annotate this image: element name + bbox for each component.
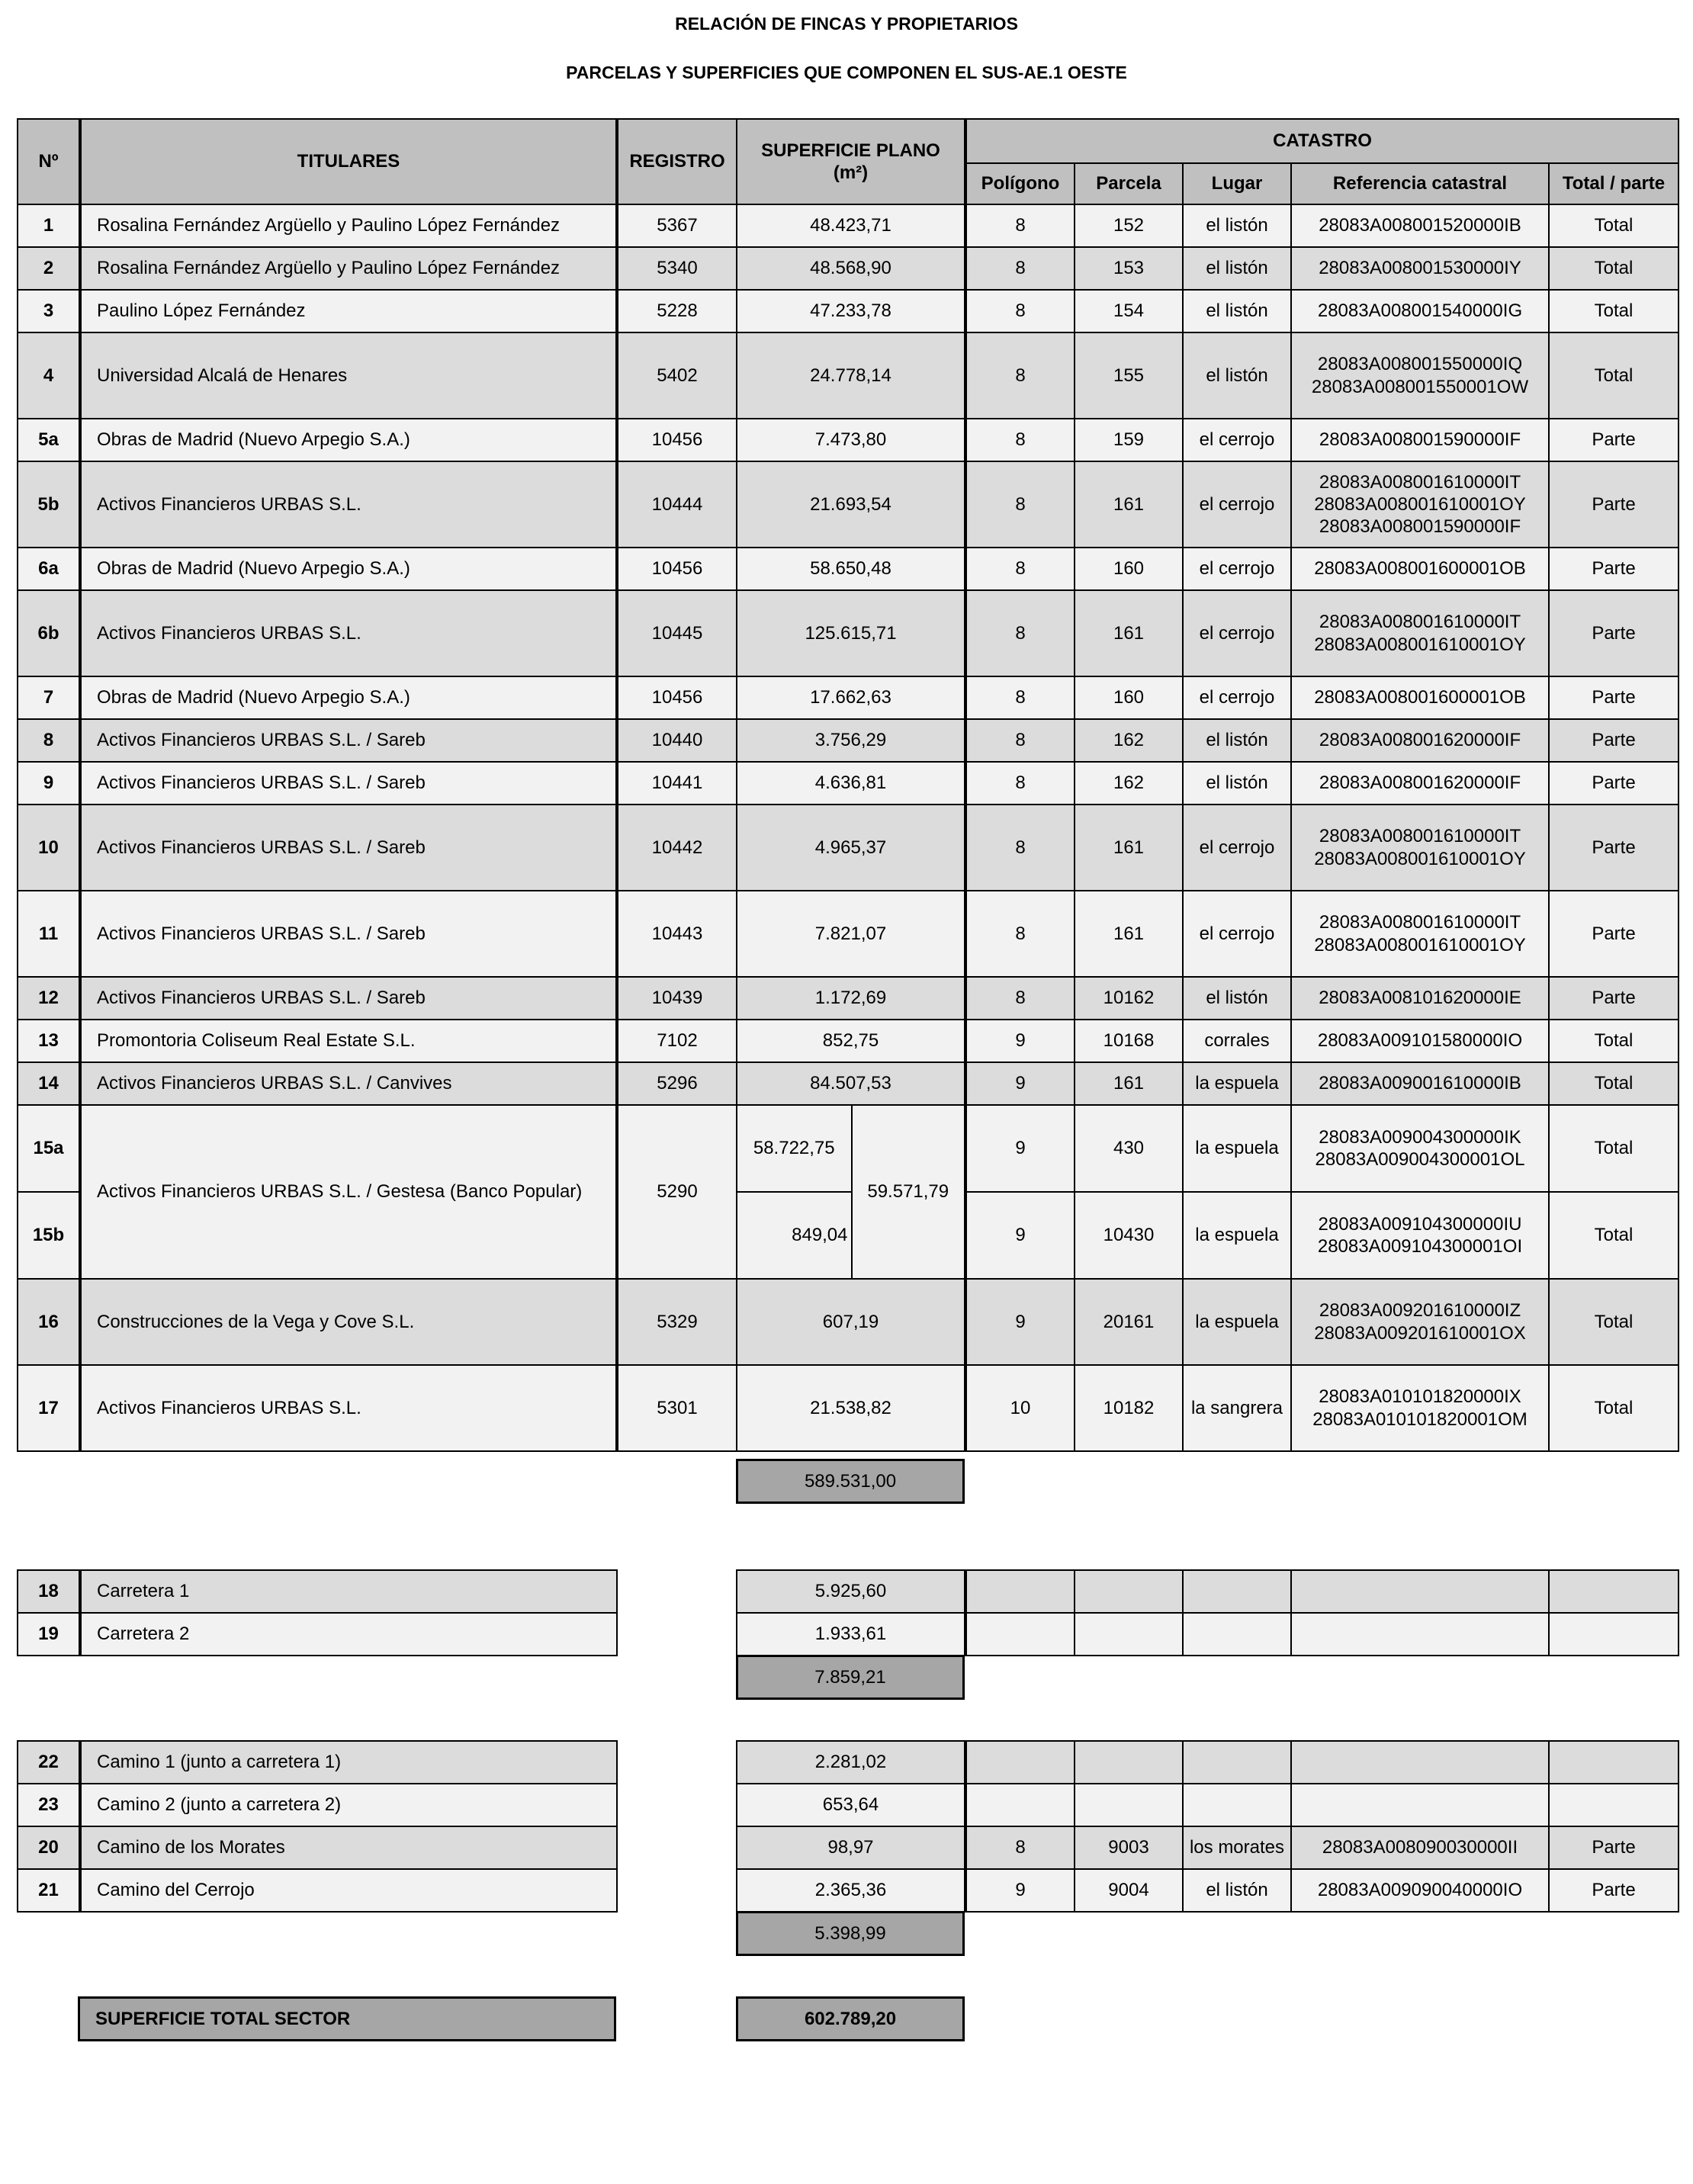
row-lugar: el cerrojo xyxy=(1183,676,1291,719)
row-superficie: 607,19 xyxy=(737,1279,965,1365)
list-item xyxy=(18,1570,617,1613)
row-total-parte: Total xyxy=(1549,1020,1679,1062)
subtotal-value: 589.531,00 xyxy=(737,1460,964,1503)
row-total-parte: Parte xyxy=(1549,419,1679,461)
row-referencia: 28083A009104300000IU 28083A009104300001OI xyxy=(1291,1192,1549,1279)
row-titular: Activos Financieros URBAS S.L. / Sareb xyxy=(80,762,617,805)
caminos-names xyxy=(17,1740,618,1913)
row-lugar: el cerrojo xyxy=(1183,548,1291,590)
list-item xyxy=(737,1784,1679,1826)
row-titular: Camino 2 (junto a carretera 2) xyxy=(80,1784,617,1826)
row-registro: 10440 xyxy=(617,719,737,762)
row-registro: 5228 xyxy=(617,290,737,332)
total-value-box xyxy=(736,1996,965,2041)
table-row xyxy=(18,548,1679,590)
table-row xyxy=(18,1020,1679,1062)
row-number: 4 xyxy=(18,332,80,419)
row-par: 9003 xyxy=(1075,1826,1183,1869)
row-pol xyxy=(965,1613,1075,1656)
row-poligono: 8 xyxy=(965,290,1075,332)
row-number: 12 xyxy=(18,977,80,1020)
row-poligono: 8 xyxy=(965,332,1075,419)
table-row xyxy=(18,805,1679,891)
row-lugar: corrales xyxy=(1183,1020,1291,1062)
row-pol xyxy=(965,1741,1075,1784)
row-referencia: 28083A008001610000IT 28083A008001610001OY xyxy=(1291,891,1549,977)
header-registro: REGISTRO xyxy=(617,119,737,204)
header-catastro: CATASTRO xyxy=(965,119,1679,163)
list-item xyxy=(18,1869,617,1912)
row-tp xyxy=(1549,1741,1679,1784)
row-tp: Parte xyxy=(1549,1826,1679,1869)
row-registro: 10443 xyxy=(617,891,737,977)
row-total-parte: Total xyxy=(1549,290,1679,332)
row-registro: 5402 xyxy=(617,332,737,419)
table-row xyxy=(18,1062,1679,1105)
row-titular: Camino 1 (junto a carretera 1) xyxy=(80,1741,617,1784)
row-superficie: 7.473,80 xyxy=(737,419,965,461)
row-number: 21 xyxy=(18,1869,80,1912)
row-lugar: el listón xyxy=(1183,204,1291,247)
list-item xyxy=(737,1741,1679,1784)
table-row xyxy=(18,247,1679,290)
row-poligono: 8 xyxy=(965,548,1075,590)
row-titular: Paulino López Fernández xyxy=(80,290,617,332)
subtotal-carreteras xyxy=(736,1655,965,1700)
row-number: 9 xyxy=(18,762,80,805)
row-referencia: 28083A008001620000IF xyxy=(1291,719,1549,762)
row-lugar: la espuela xyxy=(1183,1105,1291,1192)
row-titular: Activos Financieros URBAS S.L. / Sareb xyxy=(80,719,617,762)
row-lugar: la espuela xyxy=(1183,1192,1291,1279)
row-lugar: el cerrojo xyxy=(1183,461,1291,548)
row-superficie: 125.615,71 xyxy=(737,590,965,676)
superficie-15-total: 59.571,79 xyxy=(852,1106,965,1278)
row-registro: 10456 xyxy=(617,676,737,719)
row-parcela: 155 xyxy=(1075,332,1183,419)
row-poligono: 8 xyxy=(965,891,1075,977)
list-item xyxy=(737,1613,1679,1656)
row-titular: Construcciones de la Vega y Cove S.L. xyxy=(80,1279,617,1365)
table-row xyxy=(18,762,1679,805)
row-number: 19 xyxy=(18,1613,80,1656)
row-poligono: 8 xyxy=(965,977,1075,1020)
row-total-parte: Parte xyxy=(1549,977,1679,1020)
row-superficie: 1.172,69 xyxy=(737,977,965,1020)
row-total-parte: Parte xyxy=(1549,891,1679,977)
row-titular: Activos Financieros URBAS S.L. / Gestesa (Banco Popular) xyxy=(80,1105,617,1279)
row-number: 20 xyxy=(18,1826,80,1869)
list-item xyxy=(18,1741,617,1784)
row-titular: Camino del Cerrojo xyxy=(80,1869,617,1912)
row-superficie: 5.925,60 xyxy=(737,1570,965,1613)
row-number: 11 xyxy=(18,891,80,977)
row-lugar: el listón xyxy=(1183,247,1291,290)
row-par xyxy=(1075,1784,1183,1826)
page-title: RELACIÓN DE FINCAS Y PROPIETARIOS xyxy=(675,14,1018,34)
row-superficie: 653,64 xyxy=(737,1784,965,1826)
page-subtitle: PARCELAS Y SUPERFICIES QUE COMPONEN EL SUS-AE.1 OESTE xyxy=(566,63,1127,82)
row-referencia: 28083A008001540000IG xyxy=(1291,290,1549,332)
total-label: SUPERFICIE TOTAL SECTOR xyxy=(79,1998,615,2041)
row-pol: 8 xyxy=(965,1826,1075,1869)
row-pol: 9 xyxy=(965,1869,1075,1912)
subtotal-value: 5.398,99 xyxy=(737,1913,964,1955)
row-total-parte: Parte xyxy=(1549,762,1679,805)
row-parcela: 153 xyxy=(1075,247,1183,290)
row-parcela: 161 xyxy=(1075,461,1183,548)
row-titular: Carretera 2 xyxy=(80,1613,617,1656)
row-referencia: 28083A008001610000IT 28083A008001610001OY 28083A008001590000IF xyxy=(1291,461,1549,548)
row-referencia: 28083A010101820000IX 28083A010101820001OM xyxy=(1291,1365,1549,1451)
row-superficie: 2.281,02 xyxy=(737,1741,965,1784)
row-ref xyxy=(1291,1741,1549,1784)
table-row xyxy=(18,332,1679,419)
row-superficie: 2.365,36 xyxy=(737,1869,965,1912)
row-par xyxy=(1075,1570,1183,1613)
row-lugar: la espuela xyxy=(1183,1279,1291,1365)
row-lugar: la espuela xyxy=(1183,1062,1291,1105)
row-lugar: el cerrojo xyxy=(1183,805,1291,891)
row-titular: Activos Financieros URBAS S.L. / Canvives xyxy=(80,1062,617,1105)
row-number: 13 xyxy=(18,1020,80,1062)
row-parcela: 161 xyxy=(1075,590,1183,676)
row-lug: los morates xyxy=(1183,1826,1291,1869)
row-total-parte: Parte xyxy=(1549,548,1679,590)
row-titular: Promontoria Coliseum Real Estate S.L. xyxy=(80,1020,617,1062)
row-referencia: 28083A008001610000IT 28083A008001610001OY xyxy=(1291,590,1549,676)
row-titular: Rosalina Fernández Argüello y Paulino López Fernández xyxy=(80,204,617,247)
row-titular: Carretera 1 xyxy=(80,1570,617,1613)
row-titular: Activos Financieros URBAS S.L. xyxy=(80,590,617,676)
row-ref xyxy=(1291,1570,1549,1613)
row-referencia: 28083A008001610000IT 28083A008001610001OY xyxy=(1291,805,1549,891)
row-superficie: 48.423,71 xyxy=(737,204,965,247)
row-parcela: 162 xyxy=(1075,762,1183,805)
row-registro: 10442 xyxy=(617,805,737,891)
row-parcela: 160 xyxy=(1075,676,1183,719)
row-total-parte: Parte xyxy=(1549,676,1679,719)
row-poligono: 8 xyxy=(965,461,1075,548)
row-total-parte: Total xyxy=(1549,1192,1679,1279)
row-tp: Parte xyxy=(1549,1869,1679,1912)
row-tp xyxy=(1549,1613,1679,1656)
list-item xyxy=(737,1869,1679,1912)
row-poligono: 8 xyxy=(965,762,1075,805)
row-parcela: 10168 xyxy=(1075,1020,1183,1062)
row-tp xyxy=(1549,1570,1679,1613)
row-titular: Universidad Alcalá de Henares xyxy=(80,332,617,419)
row-lugar: el listón xyxy=(1183,977,1291,1020)
row-parcela: 160 xyxy=(1075,548,1183,590)
row-referencia: 28083A009004300000IK 28083A009004300001OL xyxy=(1291,1105,1549,1192)
subtotal-value: 7.859,21 xyxy=(737,1656,964,1699)
row-superficie: 3.756,29 xyxy=(737,719,965,762)
row-referencia: 28083A009001610000IB xyxy=(1291,1062,1549,1105)
row-total-parte: Total xyxy=(1549,332,1679,419)
row-lug: el listón xyxy=(1183,1869,1291,1912)
row-number: 18 xyxy=(18,1570,80,1613)
table-row xyxy=(18,1365,1679,1451)
row-total-parte: Parte xyxy=(1549,805,1679,891)
row-superficie: 21.538,82 xyxy=(737,1365,965,1451)
list-item xyxy=(737,1826,1679,1869)
row-referencia: 28083A008001520000IB xyxy=(1291,204,1549,247)
superficie-15a: 58.722,75 xyxy=(737,1106,852,1192)
row-number: 17 xyxy=(18,1365,80,1451)
row-superficie: 24.778,14 xyxy=(737,332,965,419)
row-referencia: 28083A008001530000IY xyxy=(1291,247,1549,290)
header-referencia: Referencia catastral xyxy=(1291,163,1549,204)
row-superficie: 1.933,61 xyxy=(737,1613,965,1656)
row-registro: 10439 xyxy=(617,977,737,1020)
row-titular: Obras de Madrid (Nuevo Arpegio S.A.) xyxy=(80,676,617,719)
row-registro: 10441 xyxy=(617,762,737,805)
row-referencia: 28083A008001600001OB xyxy=(1291,548,1549,590)
row-number: 10 xyxy=(18,805,80,891)
row-parcela: 20161 xyxy=(1075,1279,1183,1365)
subtotal-caminos xyxy=(736,1911,965,1956)
row-parcela: 161 xyxy=(1075,891,1183,977)
row-titular: Activos Financieros URBAS S.L. xyxy=(80,1365,617,1451)
row-poligono: 8 xyxy=(965,204,1075,247)
row-lug xyxy=(1183,1741,1291,1784)
row-registro: 10445 xyxy=(617,590,737,676)
row-superficie-split xyxy=(737,1105,965,1279)
row-number: 8 xyxy=(18,719,80,762)
row-number: 15b xyxy=(18,1192,80,1279)
row-parcela: 10162 xyxy=(1075,977,1183,1020)
row-referencia: 28083A009201610000IZ 28083A009201610001OX xyxy=(1291,1279,1549,1365)
row-superficie: 98,97 xyxy=(737,1826,965,1869)
row-registro: 5301 xyxy=(617,1365,737,1451)
row-tp xyxy=(1549,1784,1679,1826)
row-referencia: 28083A008101620000IE xyxy=(1291,977,1549,1020)
subtotal-fincas xyxy=(736,1459,965,1504)
row-ref xyxy=(1291,1613,1549,1656)
row-par: 9004 xyxy=(1075,1869,1183,1912)
row-lugar: el listón xyxy=(1183,762,1291,805)
row-par xyxy=(1075,1741,1183,1784)
row-parcela: 161 xyxy=(1075,805,1183,891)
list-item xyxy=(18,1613,617,1656)
row-lugar: el listón xyxy=(1183,719,1291,762)
table-row xyxy=(18,290,1679,332)
row-referencia: 28083A008001600001OB xyxy=(1291,676,1549,719)
row-titular: Activos Financieros URBAS S.L. / Sareb xyxy=(80,891,617,977)
table-row xyxy=(18,1279,1679,1365)
total-label-box xyxy=(78,1996,616,2041)
row-superficie: 7.821,07 xyxy=(737,891,965,977)
row-total-parte: Parte xyxy=(1549,719,1679,762)
header-parcela: Parcela xyxy=(1075,163,1183,204)
row-superficie: 852,75 xyxy=(737,1020,965,1062)
row-poligono: 9 xyxy=(965,1192,1075,1279)
row-registro: 10456 xyxy=(617,419,737,461)
table-row xyxy=(18,676,1679,719)
list-item xyxy=(737,1570,1679,1613)
row-lugar: el listón xyxy=(1183,290,1291,332)
row-poligono: 9 xyxy=(965,1279,1075,1365)
row-number: 22 xyxy=(18,1741,80,1784)
carreteras-names xyxy=(17,1569,618,1656)
row-registro: 5290 xyxy=(617,1105,737,1279)
row-ref xyxy=(1291,1784,1549,1826)
row-total-parte: Total xyxy=(1549,204,1679,247)
row-number: 16 xyxy=(18,1279,80,1365)
row-superficie: 4.636,81 xyxy=(737,762,965,805)
header-titulares: TITULARES xyxy=(80,119,617,204)
row-registro: 5296 xyxy=(617,1062,737,1105)
table-row xyxy=(18,977,1679,1020)
row-superficie: 17.662,63 xyxy=(737,676,965,719)
row-total-parte: Total xyxy=(1549,1062,1679,1105)
row-superficie: 58.650,48 xyxy=(737,548,965,590)
row-poligono: 9 xyxy=(965,1062,1075,1105)
carreteras-values xyxy=(736,1569,1679,1656)
row-total-parte: Total xyxy=(1549,1105,1679,1192)
row-total-parte: Total xyxy=(1549,247,1679,290)
row-parcela: 154 xyxy=(1075,290,1183,332)
row-registro: 7102 xyxy=(617,1020,737,1062)
row-number: 6a xyxy=(18,548,80,590)
row-poligono: 8 xyxy=(965,590,1075,676)
row-superficie: 84.507,53 xyxy=(737,1062,965,1105)
row-lug xyxy=(1183,1613,1291,1656)
total-value: 602.789,20 xyxy=(737,1998,964,2041)
row-number: 2 xyxy=(18,247,80,290)
row-poligono: 8 xyxy=(965,805,1075,891)
caminos-values xyxy=(736,1740,1679,1913)
row-ref: 28083A009090040000IO xyxy=(1291,1869,1549,1912)
row-titular: Activos Financieros URBAS S.L. xyxy=(80,461,617,548)
row-number: 14 xyxy=(18,1062,80,1105)
row-referencia: 28083A008001620000IF xyxy=(1291,762,1549,805)
list-item xyxy=(18,1784,617,1826)
row-titular: Activos Financieros URBAS S.L. / Sareb xyxy=(80,805,617,891)
row-poligono: 8 xyxy=(965,247,1075,290)
row-number: 15a xyxy=(18,1105,80,1192)
row-lugar: la sangrera xyxy=(1183,1365,1291,1451)
row-superficie: 48.568,90 xyxy=(737,247,965,290)
row-titular: Activos Financieros URBAS S.L. / Sareb xyxy=(80,977,617,1020)
row-number: 23 xyxy=(18,1784,80,1826)
table-row xyxy=(18,204,1679,247)
row-lugar: el cerrojo xyxy=(1183,419,1291,461)
row-number: 5b xyxy=(18,461,80,548)
row-titular: Camino de los Morates xyxy=(80,1826,617,1869)
row-referencia: 28083A008001590000IF xyxy=(1291,419,1549,461)
row-registro: 10456 xyxy=(617,548,737,590)
row-registro: 5329 xyxy=(617,1279,737,1365)
row-parcela: 10430 xyxy=(1075,1192,1183,1279)
table-row xyxy=(18,419,1679,461)
table-row xyxy=(18,590,1679,676)
row-registro: 10444 xyxy=(617,461,737,548)
row-lugar: el cerrojo xyxy=(1183,590,1291,676)
row-pol xyxy=(965,1570,1075,1613)
row-lug xyxy=(1183,1784,1291,1826)
row-parcela: 152 xyxy=(1075,204,1183,247)
row-lug xyxy=(1183,1570,1291,1613)
row-number: 3 xyxy=(18,290,80,332)
row-pol xyxy=(965,1784,1075,1826)
row-parcela: 10182 xyxy=(1075,1365,1183,1451)
row-poligono: 9 xyxy=(965,1105,1075,1192)
row-poligono: 8 xyxy=(965,676,1075,719)
row-parcela: 159 xyxy=(1075,419,1183,461)
row-registro: 5340 xyxy=(617,247,737,290)
row-referencia: 28083A009101580000IO xyxy=(1291,1020,1549,1062)
row-superficie: 4.965,37 xyxy=(737,805,965,891)
row-total-parte: Total xyxy=(1549,1279,1679,1365)
row-superficie: 21.693,54 xyxy=(737,461,965,548)
row-titular: Obras de Madrid (Nuevo Arpegio S.A.) xyxy=(80,419,617,461)
row-registro: 5367 xyxy=(617,204,737,247)
row-lugar: el cerrojo xyxy=(1183,891,1291,977)
row-titular: Rosalina Fernández Argüello y Paulino López Fernández xyxy=(80,247,617,290)
header-num: Nº xyxy=(18,119,80,204)
row-parcela: 430 xyxy=(1075,1105,1183,1192)
header-superficie: SUPERFICIE PLANO (m²) xyxy=(737,119,965,204)
row-poligono: 10 xyxy=(965,1365,1075,1451)
row-superficie: 47.233,78 xyxy=(737,290,965,332)
header-total-parte: Total / parte xyxy=(1549,163,1679,204)
header-lugar: Lugar xyxy=(1183,163,1291,204)
row-par xyxy=(1075,1613,1183,1656)
row-parcela: 162 xyxy=(1075,719,1183,762)
row-lugar: el listón xyxy=(1183,332,1291,419)
table-row xyxy=(18,461,1679,548)
row-number: 5a xyxy=(18,419,80,461)
list-item xyxy=(18,1826,617,1869)
row-total-parte: Parte xyxy=(1549,461,1679,548)
row-number: 1 xyxy=(18,204,80,247)
row-poligono: 9 xyxy=(965,1020,1075,1062)
row-total-parte: Total xyxy=(1549,1365,1679,1451)
row-number: 7 xyxy=(18,676,80,719)
row-ref: 28083A008090030000II xyxy=(1291,1826,1549,1869)
row-poligono: 8 xyxy=(965,419,1075,461)
row-number: 6b xyxy=(18,590,80,676)
header-poligono: Polígono xyxy=(965,163,1075,204)
fincas-table xyxy=(17,118,1679,1452)
row-referencia: 28083A008001550000IQ 28083A008001550001OW xyxy=(1291,332,1549,419)
row-poligono: 8 xyxy=(965,719,1075,762)
table-row xyxy=(18,891,1679,977)
row-total-parte: Parte xyxy=(1549,590,1679,676)
row-parcela: 161 xyxy=(1075,1062,1183,1105)
row-titular: Obras de Madrid (Nuevo Arpegio S.A.) xyxy=(80,548,617,590)
table-row xyxy=(18,719,1679,762)
superficie-15b: 849,04 xyxy=(737,1192,852,1278)
